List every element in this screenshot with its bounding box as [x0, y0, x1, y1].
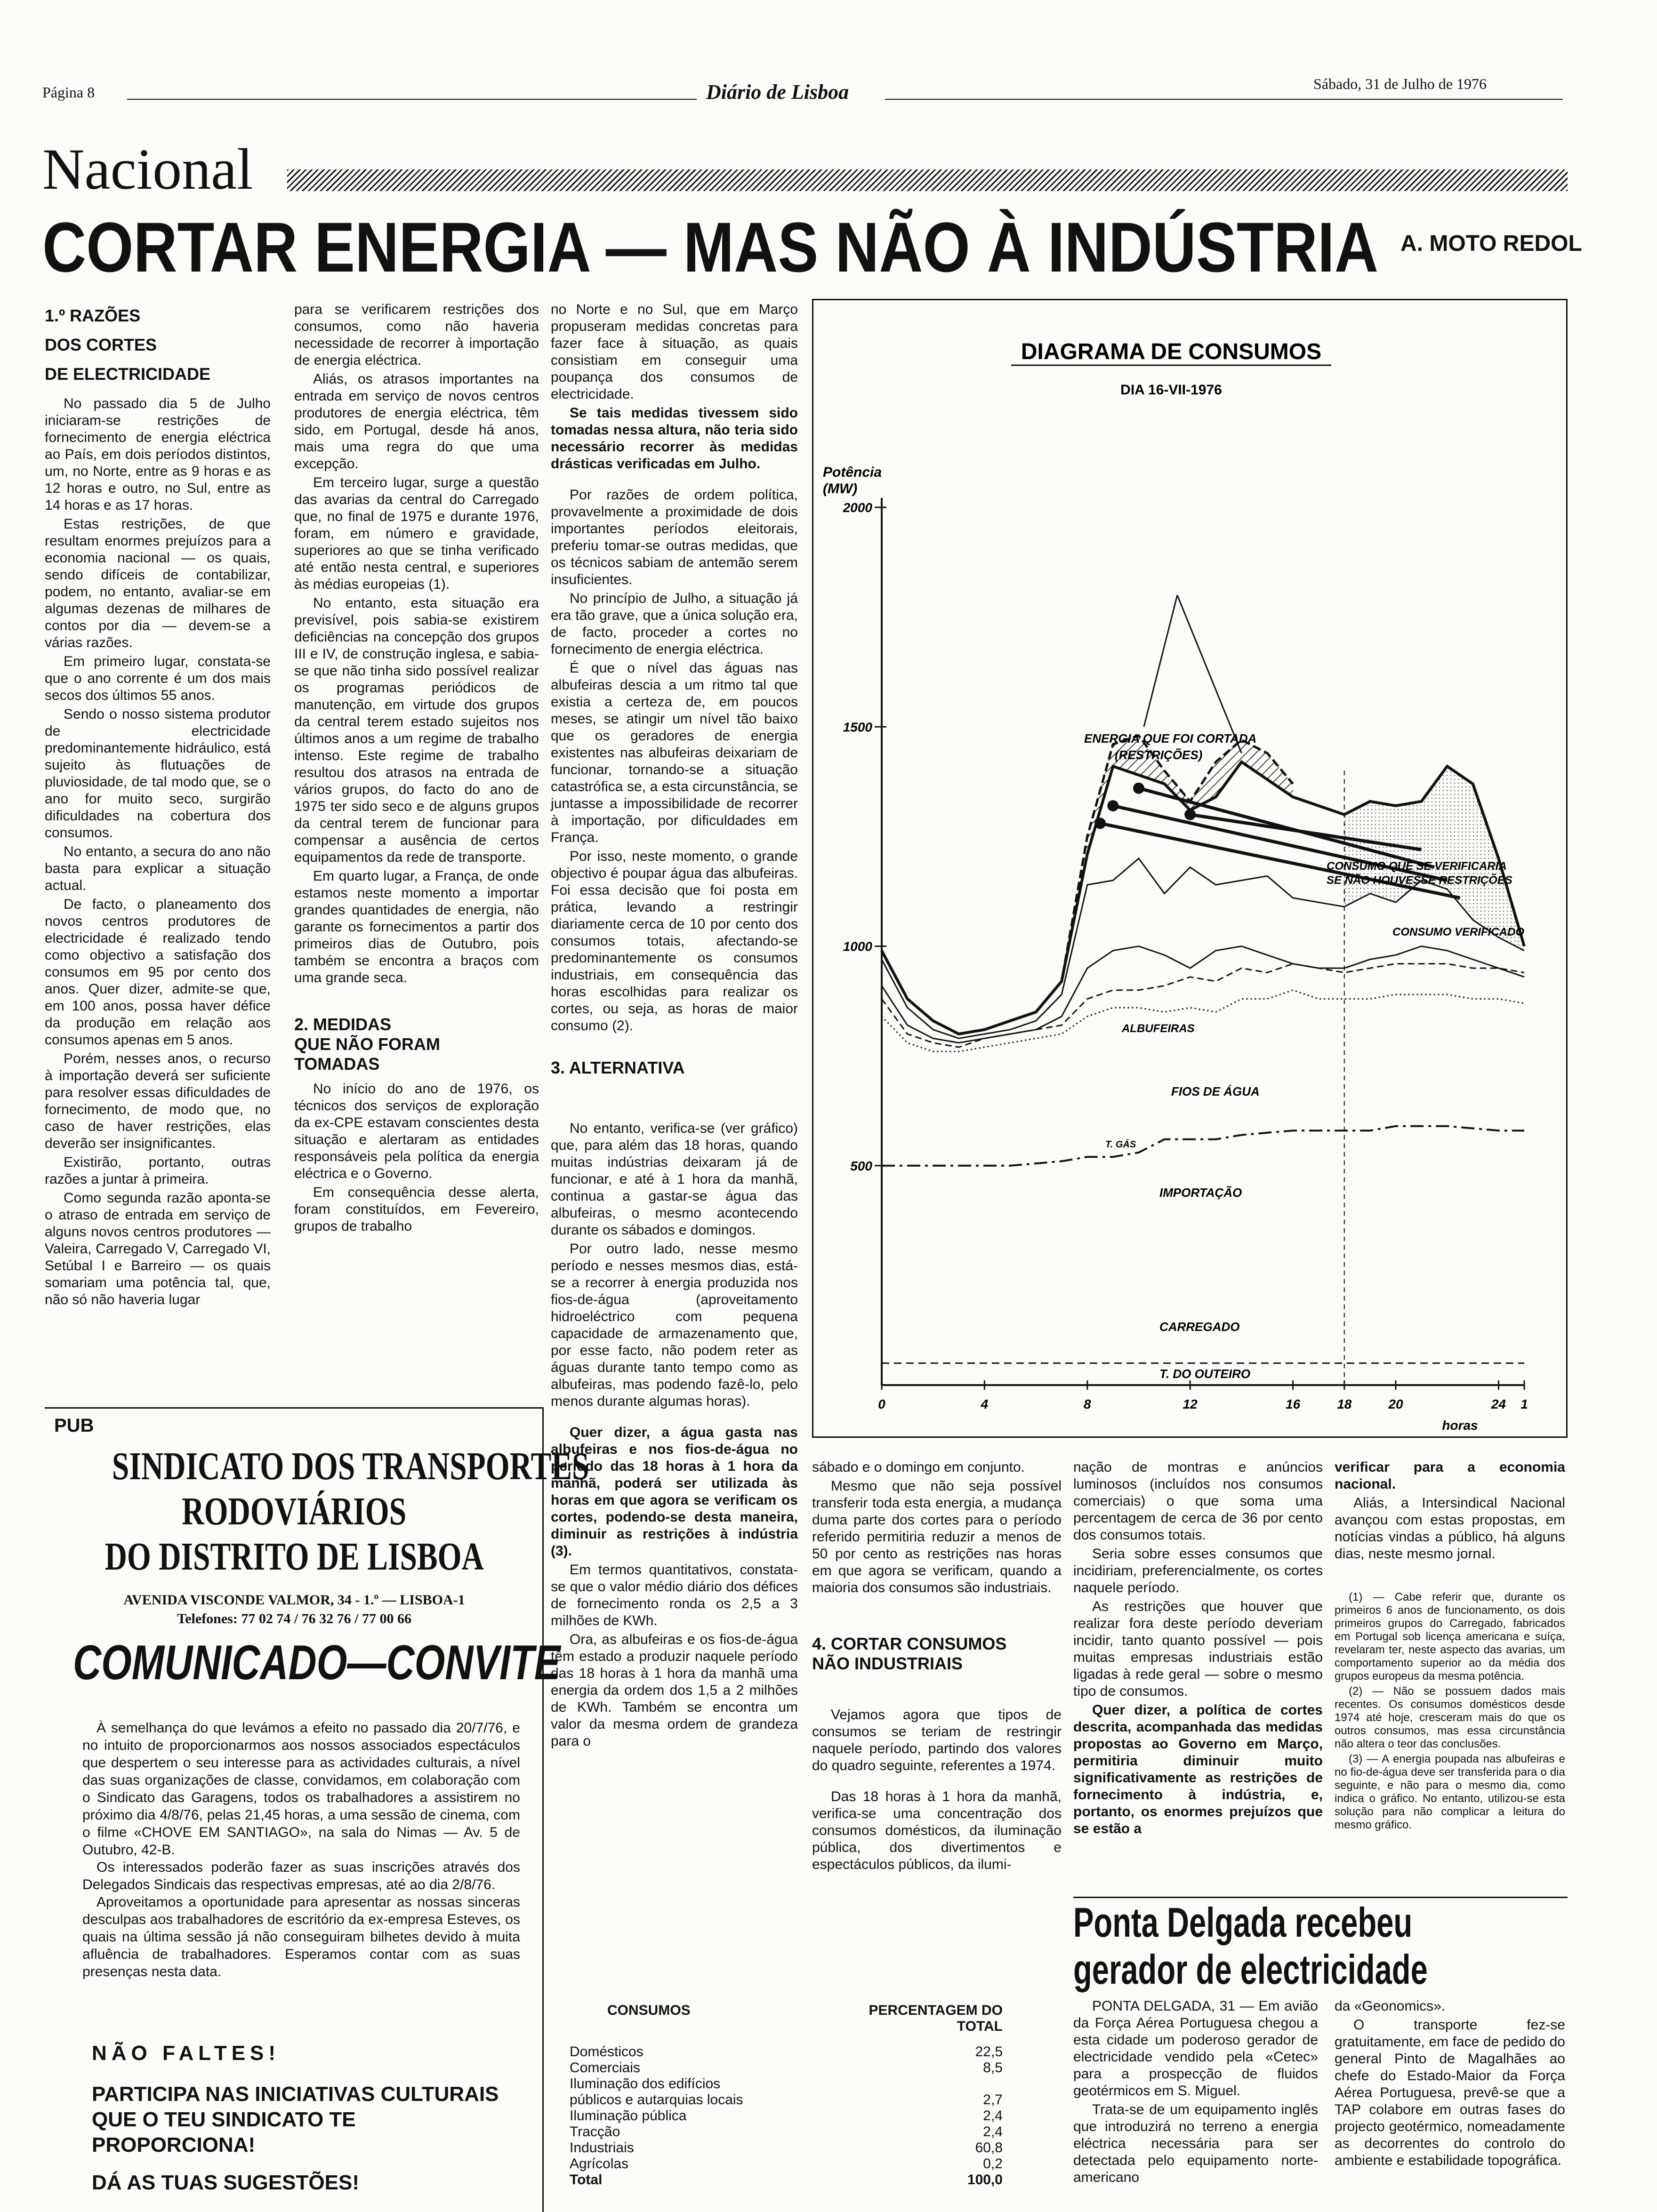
- table-cell-value: 2,4: [983, 2108, 1003, 2124]
- paragraph: Trata-se de um equipamento inglês que introduzirá no terreno a energia eléctrica necessária para ser detectada pelo equipamento norte-americano: [1073, 2102, 1318, 2185]
- ad-org-name: [45, 1444, 589, 1579]
- article-column-6: [1335, 1459, 1565, 1834]
- paragraph: De facto, o planeamento dos novos centros produtores de electricidade é realizado tendo como objectivo a satisfação dos consumos em 95 por cento dos anos. Quer dizer, admite-se que, em 100 anos, possa haver défice da produção em relação aos consumos apenas em 5 anos.: [45, 897, 271, 1048]
- table-cell-name: Domésticos: [570, 2044, 643, 2060]
- paragraph: No entanto, esta situação era previsível, pois sabia-se existirem deficiências na concepção dos grupos III e IV, de construção inglesa, e sabia-se que não tinha sido possível realizar os programas periódicos de manutenção, em virtude dos grupos da central terem estado sujeitos nos últimos anos a um regime de trabalho intenso. Este regime de trabalho resultou dos atrasos na entrada de vários grupos, do facto do ano de 1975 ter sido seco e de alguns grupos da central terem de funcionar para compensar a ausência de certos equipamentos da rede de transporte.: [294, 595, 539, 865]
- chart-label-cut-2: (RESTRIÇÕES): [1115, 748, 1203, 762]
- table-row: [570, 2044, 1003, 2060]
- bold-paragraph: Se tais medidas tivessem sido tomadas nessa altura, não teria sido necessário recorrer às medidas drásticas verificadas em Julho.: [551, 405, 798, 472]
- section-hatch: [287, 169, 1568, 191]
- paragraph: O transporte fez-se gratuitamente, em face de pedido do general Pinto de Magalhães ao chefe do Estado-Maior da Força Aérea Portuguesa, prevê-se que a TAP colabore em outras fases do projecto geotérmico, nomeadamente as decorrentes do controlo do ambiente e estabilidade topográfica.: [1335, 2017, 1565, 2168]
- chart-arrow-head: [1094, 817, 1106, 829]
- headline: CORTAR ENERGIA — MAS NÃO À INDÚSTRIA: [42, 208, 1378, 287]
- table-total-value: 100,0: [967, 2172, 1003, 2188]
- ad-org-line-2: RODOVIÁRIOS: [182, 1490, 407, 1533]
- paragraph: Estas restrições, de que resultam enormes prejuízos para a economia nacional — os quais, sendo difíceis de contabilizar, podem, no entanto, avaliar-se em algumas dezenas de milhares de contos por dia — devem-se a várias razões.: [45, 516, 271, 650]
- section-4-heading-b: NÃO INDUSTRIAIS: [812, 1654, 963, 1673]
- footnote: (2) — Não se possuem dados mais recentes. Os consumos domésticos desde 1974 até hoje, cresceram mais do que os outros consumos, mas essa circunstância não altera o teor das conclusões.: [1335, 1685, 1565, 1750]
- table-header-percent: PERCENTAGEM DO TOTAL: [869, 2003, 1003, 2034]
- chart-label-cut: ENERGIA QUE FOI CORTADA: [1084, 731, 1257, 745]
- paragraph: Seria sobre esses consumos que incidiriam, preferencialmente, os cortes naquele período.: [1073, 1546, 1323, 1595]
- bold-paragraph: Quer dizer, a política de cortes descrita, acompanhada das medidas propostas ao Governo em Março, permitiria diminuir muito significativamente as restrições de fornecimento à indústria, e, portanto, os enormes prejuízos que se estão a: [1073, 1702, 1323, 1836]
- paragraph: Em primeiro lugar, constata-se que o ano corrente é um dos mais secos dos últimos 55 anos.: [45, 654, 271, 703]
- table-cell-name: Tracção: [570, 2124, 620, 2140]
- ad-slogan-1: NÃO FALTES!: [92, 2042, 281, 2065]
- chart-label-would: CONSUMO QUE SE VERIFICARIA: [1327, 860, 1507, 873]
- table-cell-name: Agrícolas: [570, 2156, 629, 2172]
- footnote: (1) — Cabe referir que, durante os primeiros 6 anos de funcionamento, os dois primeiros grupos do Carregado, fabricados em Portugal sob licença americana e suíça, revelaram ter, neste aspecto das avarias, um comportamento superior ao da média dos grupos europeus da mesma potência.: [1335, 1591, 1565, 1683]
- section-2-heading-a: 2. MEDIDAS: [294, 1015, 392, 1034]
- paragraph: Por isso, neste momento, o grande objectivo é poupar água das albufeiras. Foi essa decisão que foi posta em prática, levando a restringir diariamente cerca de 10 por cento dos consumos totais, afectando-se predominantemente os consumos industriais, em consequência das horas escolhidas para realizar os cortes, ou seja, as horas de maior consumo (2).: [551, 849, 798, 1034]
- table-row: [570, 2060, 1003, 2076]
- chart-ylabel-unit: (MW): [823, 481, 858, 497]
- paragraph: As restrições que houver que realizar fora deste período deveriam incidir, tanto quanto possível — pois muitas empresas industriais estão ligadas à rede geral — sobre o mesmo tipo de consumos.: [1073, 1599, 1323, 1699]
- chart-x-tick-label: 16: [1286, 1397, 1301, 1411]
- chart-y-tick-label: 2000: [843, 500, 872, 515]
- chart-frame: [812, 299, 1568, 1438]
- paragraph: Aliás, a Intersindical Nacional avançou com estas propostas, em notícias vindas a público, há alguns dias, neste mesmo jornal.: [1335, 1495, 1565, 1562]
- paragraph: Em consequência desse alerta, foram constituídos, em Fevereiro, grupos de trabalho: [294, 1185, 539, 1234]
- paragraph: É que o nível das águas nas albufeiras descia a um ritmo tal que existia a certeza de, em poucos meses, se atingir um nível tão baixo que os geradores de energia existentes nas albufeiras deixariam de funcionar, tornando-se a situação catastrófica se, a esta circunstância, se juntasse a impossibilidade de recorrer à importação, por dificuldades em França.: [551, 660, 798, 845]
- paragraph: no Norte e no Sul, que em Março propuseram medidas concretas para fazer face à situação, as quais consistiam em conseguir uma poupança dos consumos de electricidade.: [551, 302, 798, 402]
- issue-date: Sábado, 31 de Julho de 1976: [1313, 75, 1487, 92]
- table-cell-name: Iluminação dos edifícios: [570, 2076, 721, 2092]
- paragraph: Vejamos agora que tipos de consumos se teriam de restringir naquele período, partindo dos valores do quadro seguinte, referentes a 1974.: [812, 1707, 1062, 1773]
- article-column-4: [812, 1459, 1062, 1875]
- ad-phones: Telefones: 77 02 74 / 76 32 76 / 77 00 66: [177, 1611, 412, 1627]
- table-cell-value: 60,8: [975, 2140, 1003, 2156]
- ponta-headline: [1073, 1899, 1552, 1993]
- chart-label-albufeiras: ALBUFEIRAS: [1122, 1022, 1195, 1035]
- masthead-rule-left: [127, 99, 697, 100]
- table-cell-name: Iluminação pública: [570, 2108, 687, 2124]
- chart-label-would-2: SE NÃO HOUVESSE RESTRIÇÕES: [1327, 874, 1512, 887]
- chart-x-tick-label: 1: [1520, 1397, 1528, 1411]
- ad-body: [82, 1719, 520, 1980]
- paragraph: Como segunda razão aponta-se o atraso de entrada em serviço de alguns novos centros produtores — Valeira, Carregado V, Carregado VI, Setúbal I e Barreiro — os quais somariam uma potência tal, que, não só não haveria lugar: [45, 1190, 271, 1307]
- ponta-headline-1: Ponta Delgada recebeu: [1073, 1899, 1413, 1946]
- paragraph: No entanto, a secura do ano não basta para explicar a situação actual.: [45, 844, 271, 893]
- section-3-heading: 3. ALTERNATIVA: [551, 1058, 685, 1077]
- table-cell-name: Industriais: [570, 2140, 634, 2156]
- article-column-2: [294, 301, 539, 1237]
- table-cell-name: públicos e autarquias locais: [570, 2092, 743, 2108]
- chart-x-tick-label: 24: [1491, 1397, 1506, 1411]
- chart-y-tick-label: 500: [850, 1158, 872, 1173]
- chart-x-tick-label: 20: [1388, 1397, 1403, 1411]
- paragraph: da «Geonomics».: [1335, 1998, 1446, 2014]
- ponta-column-2: [1335, 1998, 1565, 2171]
- article-column-1: [45, 301, 271, 1310]
- ad-title: [73, 1635, 682, 1691]
- paragraph: Por razões de ordem política, provavelmente a proximidade de dois importantes períodos eleitorais, preferiu tomar-se outras medidas, que os técnicos sabiam de antemão serem insuficientes.: [551, 487, 798, 587]
- ad-address: AVENIDA VISCONDE VALMOR, 34 - 1.º — LISBOA-1: [123, 1592, 465, 1608]
- section-1-heading-b: DOS CORTES: [45, 335, 157, 354]
- section-2-heading-b: QUE NÃO FORAM: [294, 1034, 440, 1054]
- chart-x-tick-label: 0: [878, 1397, 885, 1411]
- paragraph: Em quarto lugar, a França, de onde estamos neste momento a importar grandes quantidades de energia, não garante os fornecimentos a partir dos primeiros dias de Outubro, pois também se encontra a braços com uma grande seca.: [294, 868, 539, 986]
- consumption-table: [570, 2003, 1003, 2188]
- paragraph: Sendo o nosso sistema produtor de electricidade predominantemente hidráulico, está sujeito às flutuações de pluviosidade, de tal modo que, se o ano for muito seco, surgirão dificuldades na cobertura dos consumos.: [45, 706, 271, 841]
- section-4-heading-a: 4. CORTAR CONSUMOS: [812, 1634, 1007, 1653]
- table-row: [570, 2124, 1003, 2140]
- ad-paragraph: Aproveitamos a oportunidade para apresentar as nossas sinceras desculpas aos trabalhadores de escritório da ex-empresa Esteves, os quais na última sessão já não conseguiram bilhetes devido à muita afluência de trabalhadores. Esperamos contar com as suas presenças nesta data.: [82, 1894, 520, 1980]
- paragraph: No início do ano de 1976, os técnicos dos serviços de exploração da ex-CPE estavam conscientes desta situação e alertaram as entidades responsáveis pela política da energia eléctrica e o Governo.: [294, 1081, 539, 1181]
- headline-wrap: [42, 207, 1596, 287]
- byline: A. MOTO REDOL: [1400, 231, 1582, 256]
- chart-series-line-7: [882, 1126, 1524, 1166]
- section-4-heading: [812, 1634, 1062, 1674]
- chart-series-line-6: [882, 990, 1524, 1052]
- table-row: [570, 2076, 1003, 2092]
- section-2-heading-c: TOMADAS: [294, 1054, 380, 1074]
- bold-paragraph: Quer dizer, a água gasta nas albufeiras e nos fios-de-água no período das 18 horas à 1 hora da manhã, poderá ser utilizada às horas em que agora se verificam os cortes, podendo-se desta maneira, diminuir as restrições à indústria (3).: [551, 1425, 798, 1559]
- chart-y-tick-label: 1500: [843, 720, 872, 735]
- chart-x-tick-label: 12: [1182, 1397, 1198, 1411]
- chart-label-import: IMPORTAÇÃO: [1159, 1186, 1242, 1200]
- section-1-heading: [45, 301, 271, 389]
- paragraph: No princípio de Julho, a situação já era tão grave, que a única solução era, de facto, proceder a cortes no fornecimento de energia eléctrica.: [551, 591, 798, 657]
- chart-ylabel: Potência: [823, 465, 882, 480]
- ad-slogan-2: PARTICIPA NAS INICIATIVAS CULTURAIS QUE O TEU SINDICATO TE PROPORCIONA!: [92, 2083, 499, 2156]
- table-cell-value: [824, 2076, 1003, 2092]
- paragraph: Das 18 horas à 1 hora da manhã, verifica-se uma concentração dos consumos domésticos, da iluminação pública, dos divertimentos e espectáculos públicos, da ilumi-: [812, 1789, 1062, 1872]
- ad-title-text: COMUNICADO—CONVITE: [73, 1635, 561, 1690]
- table-cell-name: Comerciais: [570, 2060, 641, 2076]
- chart-x-tick-label: 18: [1337, 1397, 1352, 1411]
- section-1-heading-a: 1.º RAZÕES: [45, 306, 141, 325]
- chart-series-line-4: [882, 946, 1524, 1043]
- consumption-chart: [813, 300, 1567, 1437]
- paragraph: Porém, nesses anos, o recurso à importação deverá ser suficiente para resolver essas dificuldades de fornecimento, de modo que, no caso de haver restrições, elas deverão ser insignificantes.: [45, 1051, 271, 1151]
- table-cell-value: 8,5: [983, 2060, 1003, 2076]
- table-cell-value: 2,4: [983, 2124, 1003, 2140]
- paragraph: Existirão, portanto, outras razões a juntar à primeira.: [45, 1154, 271, 1187]
- section-2-heading: [294, 1015, 539, 1074]
- chart-label-carregado: CARREGADO: [1159, 1320, 1240, 1334]
- table-header: [570, 2003, 1003, 2035]
- chart-label-tgas: T. GÁS: [1105, 1139, 1136, 1150]
- table-total-label: Total: [570, 2172, 603, 2188]
- chart-arrow-head: [1133, 783, 1144, 794]
- ponta-headline-2: gerador de electricidade: [1073, 1946, 1428, 1993]
- page-number: Página 8: [42, 84, 95, 101]
- paragraph: No entanto, verifica-se (ver gráfico) que, para além das 18 horas, quando muitas indústrias deixaram já de funcionar, e até à 1 hora da manhã, continua a gastar-se água das albufeiras, o mesmo acontecendo durante os sábados e domingos.: [551, 1121, 798, 1238]
- chart-label-verified: CONSUMO VERIFICADO: [1392, 926, 1525, 938]
- chart-subtitle: DIA 16-VII-1976: [1120, 382, 1222, 398]
- chart-y-tick-label: 1000: [843, 939, 872, 954]
- ponta-column-1: [1073, 1998, 1318, 2188]
- chart-label-fios: FIOS DE ÁGUA: [1171, 1084, 1260, 1098]
- chart-annotation-pointer: [1177, 595, 1242, 753]
- chart-xlabel: horas: [1442, 1418, 1478, 1433]
- article-column-5: [1073, 1459, 1323, 1839]
- paragraph: nação de montras e anúncios luminosos (incluídos nos consumos comerciais) o que soma uma percentagem de cerca de 36 por cento dos consumos totais.: [1073, 1459, 1323, 1543]
- chart-arrow-head: [1184, 809, 1196, 820]
- chart-annotation-pointer: [1144, 595, 1177, 727]
- chart-label-outeiro: T. DO OUTEIRO: [1159, 1367, 1251, 1381]
- bold-paragraph: verificar para a economia nacional.: [1335, 1459, 1565, 1492]
- ad-org-line-1: SINDICATO DOS TRANSPORTES: [112, 1444, 589, 1488]
- chart-x-tick-label: 4: [981, 1397, 989, 1411]
- paragraph: No passado dia 5 de Julho iniciaram-se restrições de fornecimento de energia eléctrica ao País, em dois períodos distintos, um, no Norte, entre as 9 horas e as 12 horas e outro, no Sul, entre as 14 horas e as 17 horas.: [45, 396, 271, 513]
- section-title: Nacional: [42, 137, 253, 201]
- table-rows: [570, 2044, 1003, 2172]
- table-total-row: [570, 2172, 1003, 2188]
- paragraph: Aliás, os atrasos importantes na entrada em serviço de novos centros produtores de energia eléctrica, têm sido, em Portugal, desde há anos, mais uma regra do que uma excepção.: [294, 371, 539, 472]
- table-row: [570, 2156, 1003, 2172]
- paragraph: para se verificarem restrições dos consumos, como não haveria necessidade de recorrer à importação de energia eléctrica.: [294, 302, 539, 368]
- table-row: [570, 2092, 1003, 2108]
- paragraph: Por outro lado, nesse mesmo período e nesses mesmos dias, está-se a recorrer à energia produzida nos fios-de-água (aproveitamento hidroeléctrico com pequena capacidade de armazenamento que, por esse facto, não podem reter as águas durante tanto tempo como as albufeiras, mas podendo fazê-lo, pelo menos durante algumas horas).: [551, 1241, 798, 1409]
- paragraph: Mesmo que não seja possível transferir toda esta energia, a mudança duma parte dos cortes para o período referido permitiria reduzir a menos de 50 por cento as restrições nas horas em que agora se verificam, quando a maioria dos consumos são industriais.: [812, 1478, 1062, 1595]
- table-row: [570, 2140, 1003, 2156]
- footnotes: [1335, 1591, 1565, 1832]
- masthead-rule-right: [885, 99, 1563, 100]
- table-header-consumos: CONSUMOS: [607, 2003, 691, 2018]
- chart-x-tick-label: 8: [1084, 1397, 1091, 1411]
- ad-org-line-3: DO DISTRITO DE LISBOA: [105, 1535, 484, 1579]
- ponta-top-rule: [1073, 1897, 1568, 1898]
- ad-pub-label: PUB: [54, 1415, 94, 1436]
- ad-paragraph: À semelhança do que levámos a efeito no passado dia 20/7/76, e no intuito de proporcionarmos aos nossos associados espectáculos que despertem o seu interesse para as actividades culturais, a nível das suas organizações de classe, convidamos, em colaboração com o Sindicato das Garagens, todos os trabalhadores a assistirem no próximo dia 4/8/76, pelas 21,45 horas, a uma sessão de cinema, com o filme «CHOVE EM SANTIAGO», na sala do Nimas — Av. 5 de Outubro, 42-B.: [82, 1720, 520, 1858]
- table-cell-value: 0,2: [983, 2156, 1003, 2172]
- paragraph: sábado e o domingo em conjunto.: [812, 1459, 1025, 1475]
- table-row: [570, 2108, 1003, 2124]
- chart-title: DIAGRAMA DE CONSUMOS: [1021, 339, 1322, 364]
- footnote: (3) — A energia poupada nas albufeiras e no fio-de-água deve ser transferida para o dia seguinte, e não para o mesmo dia, como indica o gráfico. No entanto, utilizou-se esta solução para não complicar a leitura do mesmo gráfico.: [1335, 1753, 1565, 1831]
- table-cell-value: 22,5: [975, 2044, 1003, 2060]
- paragraph: Em terceiro lugar, surge a questão das avarias da central do Carregado que, no final de 1975 e durante 1976, foram, em número e gravidade, superiores ao que se tinha verificado até então nesta central, e superiores às médias europeias (1).: [294, 475, 539, 592]
- section-1-heading-c: DE ELECTRICIDADE: [45, 364, 211, 384]
- chart-arrow-head: [1107, 800, 1118, 811]
- paragraph: Em termos quantitativos, constata-se que o valor médio diário dos défices de fornecimento ronda os 2,5 a 3 milhões de KWh.: [551, 1562, 798, 1628]
- ad-paragraph: Os interessados poderão fazer as suas inscrições através dos Delegados Sindicais das respectivas empresas, até ao dia 2/8/76.: [82, 1859, 520, 1892]
- paragraph: PONTA DELGADA, 31 — Em avião da Força Aérea Portuguesa chegou a esta cidade um poderoso gerador de electricidade vendido pela «Cetec» para a prospecção de fluidos geotérmicos em S. Miguel.: [1073, 1998, 1318, 2099]
- paragraph: Ora, as albufeiras e os fios-de-água têm estado a produzir naquele período das 18 horas à 1 hora da manhã uma energia da ordem dos 1,5 a 2 milhões de KWh. Também se encontra um valor da mesma ordem de grandeza para o: [551, 1632, 798, 1749]
- table-cell-value: 2,7: [983, 2092, 1003, 2108]
- ad-slogan-3: DÁ AS TUAS SUGESTÕES!: [92, 2171, 359, 2194]
- article-column-3: [551, 301, 798, 1752]
- newspaper-name: Diário de Lisboa: [706, 80, 849, 104]
